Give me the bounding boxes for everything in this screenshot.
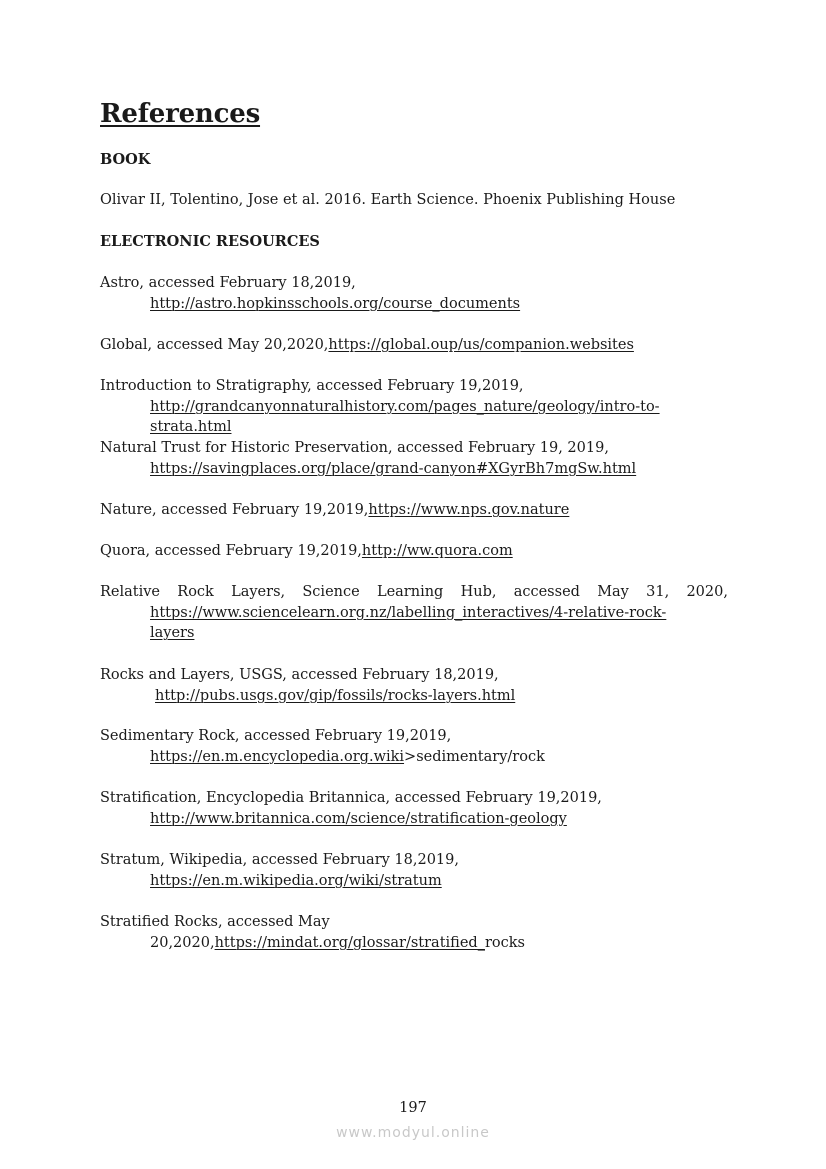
word: May [597,584,629,600]
reference-text: Stratum, Wikipedia, accessed February 18,2019, [100,852,459,868]
reference-relative-rock-layers [100,582,728,644]
reference-link-cont[interactable]: layers [150,625,195,642]
reference-text: Introduction to Stratigraphy, accessed February 19,2019, [100,378,524,394]
word: Rock [177,584,214,600]
reference-text: Stratification, Encyclopedia Britannica, accessed February 19,2019, [100,790,602,806]
reference-suffix: rocks [484,934,525,951]
reference-text: Natural Trust for Historic Preservation, accessed February 19, 2019, [100,440,609,456]
word: accessed [513,584,580,600]
watermark: www.modyul.online [336,1125,490,1141]
reference-sedimentary-rock [100,726,728,767]
reference-stratum [100,850,728,891]
reference-prefix: 20,2020, [150,934,215,951]
word: Relative [100,584,161,600]
reference-link[interactable]: https://global.oup/us/companion.websites [328,337,634,353]
reference-text: Nature, accessed February 19,2019, [100,502,369,518]
reference-stratified-rocks [100,912,728,953]
reference-global [100,335,728,356]
reference-link[interactable]: https://www.sciencelearn.org.nz/labelling_interactives/4-relative-rock- [150,604,667,621]
reference-astro [100,273,728,314]
reference-link-cont[interactable]: strata.html [150,419,232,436]
reference-text: Astro, accessed February 18,2019, [100,275,356,291]
reference-quora [100,541,728,562]
reference-text: Stratified Rocks, accessed May [100,914,330,930]
reference-link[interactable]: https://www.nps.gov.nature [368,502,570,518]
reference-suffix: >sedimentary/rock [404,748,545,765]
page-title: References [100,99,261,129]
reference-link[interactable]: https://mindat.org/glossar/stratified_ [214,934,485,951]
book-heading: BOOK [100,151,151,168]
reference-natural-trust [100,438,728,479]
word: 31, [646,584,670,600]
reference-text: Global, accessed May 20,2020, [100,337,329,353]
electronic-heading: ELECTRONIC RESOURCES [100,233,320,250]
reference-link[interactable]: http://grandcanyonnaturalhistory.com/pages_nature/geology/intro-to- [150,398,660,415]
references-page [100,96,728,951]
reference-text: Sedimentary Rock, accessed February 19,2019, [100,728,452,744]
reference-link[interactable]: http://astro.hopkinsschools.org/course_documents [150,295,521,312]
page-number: 197 [399,1100,427,1116]
word: Science [302,584,360,600]
reference-link[interactable]: https://savingplaces.org/place/grand-canyon#XGyrBh7mgSw.html [150,460,637,477]
reference-link[interactable]: https://en.m.wikipedia.org/wiki/stratum [150,872,442,889]
reference-nature [100,500,728,521]
reference-text: Quora, accessed February 19,2019, [100,543,362,559]
reference-rocks-and-layers [100,665,728,706]
reference-link[interactable]: http://www.britannica.com/science/stratification-geology [150,810,567,827]
justified-line [100,582,728,603]
word: 2020, [686,584,728,600]
reference-stratification [100,788,728,829]
word: Hub, [460,584,497,600]
reference-link[interactable]: http://ww.quora.com [361,543,513,559]
book-entry: Olivar II, Tolentino, Jose et al. 2016. Earth Science. Phoenix Publishing House [100,192,676,208]
word: Layers, [231,584,286,600]
word: Learning [376,584,444,600]
reference-intro-stratigraphy [100,376,728,438]
reference-link[interactable]: https://en.m.encyclopedia.org.wiki [150,748,405,765]
reference-link[interactable]: http://pubs.usgs.gov/gip/fossils/rocks-layers.html [155,687,516,704]
reference-text: Rocks and Layers, USGS, accessed February 18,2019, [100,667,499,683]
